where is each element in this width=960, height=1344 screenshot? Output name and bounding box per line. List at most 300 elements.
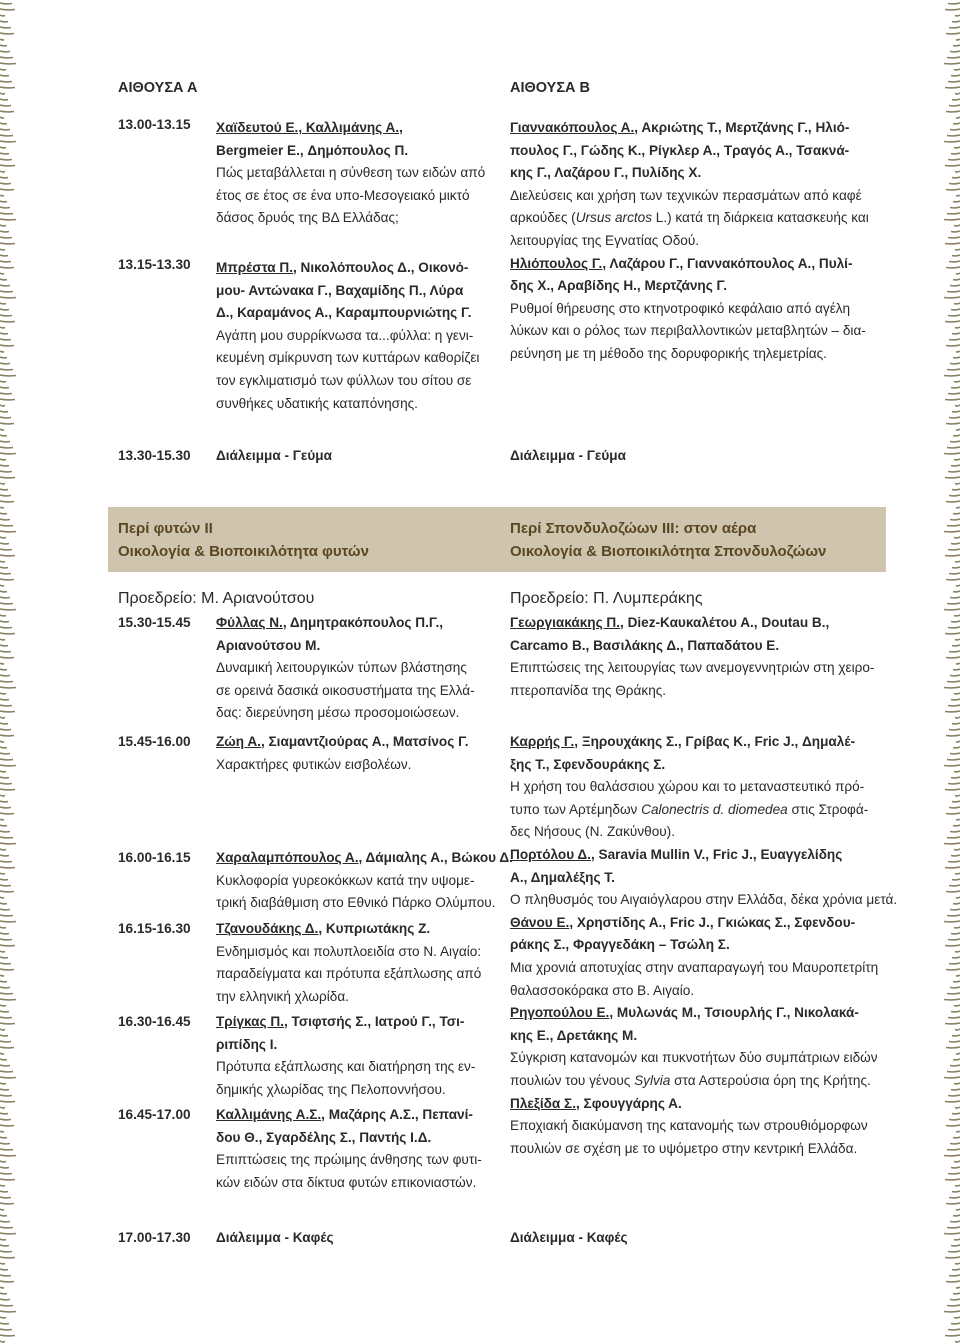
border-stroke xyxy=(951,1167,960,1168)
border-stroke xyxy=(955,1107,960,1108)
border-stroke xyxy=(0,1341,5,1342)
border-stroke xyxy=(0,465,9,466)
border-stroke xyxy=(947,1227,960,1228)
border-stroke xyxy=(0,309,9,310)
border-stroke xyxy=(0,711,15,712)
border-stroke xyxy=(949,963,960,964)
border-stroke xyxy=(0,183,11,184)
border-stroke xyxy=(956,663,960,664)
border-stroke xyxy=(952,177,960,178)
border-stroke xyxy=(949,261,960,262)
session-time: 16.30-16.45 xyxy=(118,1014,191,1029)
border-stroke xyxy=(0,387,9,388)
border-stroke xyxy=(950,831,960,832)
border-stroke xyxy=(952,21,960,22)
left-decorative-border xyxy=(0,0,22,1344)
border-stroke xyxy=(952,1035,960,1036)
border-stroke xyxy=(956,273,960,274)
border-stroke xyxy=(948,783,960,784)
session-time: 13.15-13.30 xyxy=(118,257,191,272)
border-stroke xyxy=(950,1221,960,1222)
border-stroke xyxy=(0,615,6,616)
border-stroke xyxy=(0,375,16,376)
border-stroke xyxy=(0,993,13,994)
border-stroke xyxy=(946,111,960,112)
border-stroke xyxy=(952,333,960,334)
border-stroke xyxy=(0,291,13,292)
border-stroke xyxy=(0,447,13,448)
border-stroke xyxy=(949,1119,960,1120)
border-stroke xyxy=(0,1269,8,1270)
border-stroke xyxy=(948,627,960,628)
border-stroke xyxy=(945,1101,960,1102)
border-stroke xyxy=(0,1155,16,1156)
border-stroke xyxy=(950,129,960,130)
border-stroke xyxy=(0,69,6,70)
border-stroke xyxy=(0,147,6,148)
border-stroke xyxy=(949,651,960,652)
border-stroke xyxy=(0,351,4,352)
border-stroke xyxy=(0,1059,7,1060)
border-stroke xyxy=(949,183,960,184)
border-stroke xyxy=(948,159,960,160)
border-stroke xyxy=(948,705,960,706)
border-stroke xyxy=(0,783,12,784)
border-stroke xyxy=(949,105,960,106)
border-stroke xyxy=(950,675,960,676)
border-stroke xyxy=(0,117,4,118)
border-stroke xyxy=(0,927,6,928)
border-stroke xyxy=(946,1281,960,1282)
border-stroke xyxy=(0,99,8,100)
border-stroke xyxy=(0,561,5,562)
border-stroke xyxy=(947,1305,960,1306)
session-authors: Γιαννακόπουλος Α., Ακριώτης Τ., Μερτζάνης Γ., Ηλιό- πουλος Γ., Γώδης Κ., Ρίγκλερ Α., Τραγός Α., Τσακνά- κης Γ., Λαζάρου Γ., Πυλίδης Χ. Διελεύσεις και χρήση των τεχνικών περασμάτων από καφέ αρκούδες (Ursus arctos L.) κατά τη διάρκεια κατασκευής και λειτουργίας της Εγνατίας Οδού. Ηλιόπουλος Γ., Λαζάρου Γ., Γιαννακόπουλος Α., Πυλί- δης Χ., Αραβίδης Η., Μερτζάνης Γ. Ρυθμοί θήρευσης στο κτηνοτροφικό κεφάλαιο από αγέλη λύκων και ο ρόλος των περιβαλλοντικών μεταβλητών – δια- ρεύνηση με τη μέθοδο της δορυφορικής τηλεμετρίας. xyxy=(510,120,869,361)
border-stroke xyxy=(0,603,13,604)
border-stroke xyxy=(949,807,960,808)
border-stroke xyxy=(949,885,960,886)
border-stroke xyxy=(0,1281,14,1282)
border-stroke xyxy=(0,1329,12,1330)
border-stroke xyxy=(0,531,16,532)
border-stroke xyxy=(0,477,15,478)
border-stroke xyxy=(945,399,960,400)
border-stroke xyxy=(0,867,15,868)
left-entry-1: Φύλλας Ν., Δημητρακόπουλος Π.Γ., Αριανούτσου Μ. Δυναμική λειτουργικών τύπων βλάστησης σε ορεινά δασικά οικοσυστήματα της Ελλά- δας: διερεύνηση μέσω προσομοιώσεων. xyxy=(216,615,475,721)
border-stroke xyxy=(0,1137,7,1138)
border-stroke xyxy=(954,303,960,304)
border-stroke xyxy=(0,807,11,808)
border-stroke xyxy=(948,471,960,472)
border-stroke xyxy=(951,231,960,232)
border-stroke xyxy=(945,321,960,322)
border-stroke xyxy=(0,339,11,340)
border-stroke xyxy=(952,1113,960,1114)
border-stroke xyxy=(0,87,15,88)
border-stroke xyxy=(0,591,7,592)
border-stroke xyxy=(947,603,960,604)
border-stroke xyxy=(955,639,960,640)
border-stroke xyxy=(952,957,960,958)
border-stroke xyxy=(954,381,960,382)
border-stroke xyxy=(0,747,7,748)
border-stroke xyxy=(0,639,5,640)
border-stroke xyxy=(948,1017,960,1018)
border-stroke xyxy=(953,45,960,46)
border-stroke xyxy=(954,927,960,928)
border-stroke xyxy=(945,711,960,712)
border-stroke xyxy=(0,1299,10,1300)
border-stroke xyxy=(0,759,13,760)
left-times: 15.30-15.45 xyxy=(118,615,191,630)
border-stroke xyxy=(953,435,960,436)
border-stroke xyxy=(951,855,960,856)
border-stroke xyxy=(0,441,10,442)
border-stroke xyxy=(951,75,960,76)
border-stroke xyxy=(0,1047,14,1048)
border-stroke xyxy=(951,465,960,466)
border-stroke xyxy=(953,903,960,904)
border-stroke xyxy=(0,921,16,922)
border-stroke xyxy=(954,693,960,694)
border-stroke xyxy=(948,1329,960,1330)
border-stroke xyxy=(0,987,10,988)
border-stroke xyxy=(951,777,960,778)
border-stroke xyxy=(0,855,9,856)
border-stroke xyxy=(946,735,960,736)
hall-a-title: ΑΙΘΟΥΣΑ Α xyxy=(118,80,198,96)
border-stroke xyxy=(950,1143,960,1144)
border-stroke xyxy=(944,1311,960,1312)
border-stroke xyxy=(946,345,960,346)
border-stroke xyxy=(0,75,9,76)
border-stroke xyxy=(0,939,12,940)
border-stroke xyxy=(0,903,7,904)
border-stroke xyxy=(947,681,960,682)
border-stroke xyxy=(0,837,13,838)
border-stroke xyxy=(944,843,960,844)
border-stroke xyxy=(0,525,13,526)
border-stroke xyxy=(953,825,960,826)
border-stroke xyxy=(954,1317,960,1318)
border-stroke xyxy=(0,879,8,880)
border-stroke xyxy=(949,729,960,730)
border-stroke xyxy=(948,3,960,4)
border-stroke xyxy=(952,411,960,412)
left-entry-4: Τζανουδάκης Δ., Κυπριωτάκης Ζ. Ενδημισμός και πολυπλοειδία στο Ν. Αιγαίο: παραδείγματα και πρότυπα εξάπλωσης από την ελληνική χλωρίδα. xyxy=(216,921,482,1004)
border-stroke xyxy=(955,561,960,562)
session-time: 15.45-16.00 xyxy=(118,734,191,749)
border-stroke xyxy=(0,189,14,190)
border-stroke xyxy=(0,1293,7,1294)
banner-right-subtitle: Οικολογία & Βιοποικιλότητα Σπονδυλοζώων xyxy=(510,543,827,560)
border-stroke xyxy=(0,1113,8,1114)
border-stroke xyxy=(956,1287,960,1288)
border-stroke xyxy=(950,987,960,988)
border-stroke xyxy=(0,129,10,130)
border-stroke xyxy=(0,57,13,58)
border-stroke xyxy=(0,1179,15,1180)
border-stroke xyxy=(955,15,960,16)
border-stroke xyxy=(948,393,960,394)
border-stroke xyxy=(0,1041,11,1042)
border-stroke xyxy=(0,33,14,34)
border-stroke xyxy=(0,501,14,502)
border-stroke xyxy=(0,885,11,886)
border-stroke xyxy=(944,297,960,298)
border-stroke xyxy=(0,1305,13,1306)
border-stroke xyxy=(945,867,960,868)
border-stroke xyxy=(954,225,960,226)
border-stroke xyxy=(0,621,9,622)
border-stroke xyxy=(945,633,960,634)
border-stroke xyxy=(0,39,4,40)
left-entry-2: Ζώη Α., Σιαμαντζιούρας Α., Ματσίνος Γ. Χαρακτήρες φυτικών εισβολέων. xyxy=(216,734,469,772)
border-stroke xyxy=(946,1203,960,1204)
border-stroke xyxy=(0,723,8,724)
border-stroke xyxy=(0,21,8,22)
border-stroke xyxy=(951,1089,960,1090)
border-stroke xyxy=(950,597,960,598)
border-stroke xyxy=(0,279,7,280)
border-stroke xyxy=(0,243,15,244)
border-stroke xyxy=(950,51,960,52)
border-stroke xyxy=(956,1131,960,1132)
break-label: Διάλειμμα - Γεύμα xyxy=(510,448,626,463)
border-stroke xyxy=(0,1287,4,1288)
border-stroke xyxy=(944,1077,960,1078)
border-stroke xyxy=(949,573,960,574)
border-stroke xyxy=(0,771,6,772)
border-stroke xyxy=(0,909,10,910)
banner-right-title: Περί Σπονδυλοζώων ΙΙΙ: στον αέρα xyxy=(510,520,757,537)
border-stroke xyxy=(0,717,5,718)
border-stroke xyxy=(0,1317,6,1318)
border-stroke xyxy=(956,1209,960,1210)
border-stroke xyxy=(0,831,10,832)
border-stroke xyxy=(0,729,11,730)
border-stroke xyxy=(947,759,960,760)
border-stroke xyxy=(954,69,960,70)
border-stroke xyxy=(944,921,960,922)
border-stroke xyxy=(947,837,960,838)
border-stroke xyxy=(0,1185,5,1186)
border-stroke xyxy=(954,537,960,538)
left-entry-3: Χαραλαμπόπουλος Α., Δάμιαλης Α., Βώκου Δ. Κυκλοφορία γυρεοκόκκων κατά την υψομε- τρική διαβάθμιση στο Εθνικό Πάρκο Ολύμπου. xyxy=(216,850,513,911)
border-stroke xyxy=(0,405,5,406)
border-stroke xyxy=(0,303,6,304)
border-stroke xyxy=(0,873,5,874)
border-stroke xyxy=(952,99,960,100)
border-stroke xyxy=(951,153,960,154)
left-entry-5: Τρίγκας Π., Τσιφτσής Σ., Ιατρού Γ., Τσι- ριπίδης Ι. Πρότυπα εξάπλωσης και διατήρηση της εν- δημικής χλωρίδας της Πελοποννήσου. xyxy=(216,1014,476,1097)
border-stroke xyxy=(955,93,960,94)
session-authors: Χαϊδευτού Ε., Καλλιμάνης Α., Bergmeier E., Δημόπουλος Π. Πώς μεταβάλλεται η σύνθεση των ειδών από έτος σε έτος σε ένα υπο-Μεσογειακό μικτό δάσος δρυός της ΒΔ Ελλάδας; xyxy=(216,120,486,226)
border-stroke xyxy=(956,351,960,352)
border-stroke xyxy=(0,471,12,472)
border-stroke xyxy=(0,411,8,412)
border-stroke xyxy=(0,1143,10,1144)
border-stroke xyxy=(944,1233,960,1234)
border-stroke xyxy=(0,681,13,682)
border-stroke xyxy=(946,267,960,268)
border-stroke xyxy=(0,933,9,934)
border-stroke xyxy=(0,381,6,382)
border-stroke xyxy=(952,255,960,256)
border-stroke xyxy=(945,945,960,946)
border-stroke xyxy=(0,1233,16,1234)
border-stroke xyxy=(0,159,12,160)
border-stroke xyxy=(945,477,960,478)
chair-right: Προεδρείο: Π. Λυμπεράκης xyxy=(510,590,703,607)
border-stroke xyxy=(0,285,10,286)
border-stroke xyxy=(949,1041,960,1042)
border-stroke xyxy=(955,1029,960,1030)
border-stroke xyxy=(0,1035,8,1036)
border-stroke xyxy=(0,363,10,364)
border-stroke xyxy=(949,495,960,496)
border-stroke xyxy=(952,489,960,490)
border-stroke xyxy=(0,1257,15,1258)
border-stroke xyxy=(949,417,960,418)
border-stroke xyxy=(948,81,960,82)
border-stroke xyxy=(948,939,960,940)
border-stroke xyxy=(0,327,5,328)
border-stroke xyxy=(0,81,12,82)
border-stroke xyxy=(944,765,960,766)
border-stroke xyxy=(0,261,11,262)
border-stroke xyxy=(0,345,14,346)
border-stroke xyxy=(952,1269,960,1270)
border-stroke xyxy=(955,171,960,172)
border-stroke xyxy=(952,1191,960,1192)
border-stroke xyxy=(0,1209,4,1210)
break-time: 13.30-15.30 xyxy=(118,448,191,463)
border-stroke xyxy=(952,801,960,802)
border-stroke xyxy=(0,1173,12,1174)
border-stroke xyxy=(951,1323,960,1324)
border-stroke xyxy=(0,669,7,670)
border-stroke xyxy=(0,1095,12,1096)
border-stroke xyxy=(944,141,960,142)
border-stroke xyxy=(956,1053,960,1054)
border-stroke xyxy=(0,123,7,124)
border-stroke xyxy=(956,585,960,586)
border-stroke xyxy=(956,897,960,898)
border-stroke xyxy=(0,1107,5,1108)
border-stroke xyxy=(951,699,960,700)
border-stroke xyxy=(947,915,960,916)
border-stroke xyxy=(951,309,960,310)
border-stroke xyxy=(0,819,4,820)
border-stroke xyxy=(0,399,15,400)
border-stroke xyxy=(0,699,9,700)
border-stroke xyxy=(948,1173,960,1174)
border-stroke xyxy=(945,9,960,10)
border-stroke xyxy=(955,1341,960,1342)
border-stroke xyxy=(946,813,960,814)
border-stroke xyxy=(0,201,7,202)
border-stroke xyxy=(948,315,960,316)
right-entries: Γεωργιακάκης Π., Diez-Καυκαλέτου Α., Doutau B., Carcamo B., Βασιλάκης Δ., Παπαδάτου Ε. Επιπτώσεις της λειτουργίας των ανεμογεννητριών στη χειρο- πτεροπανίδα της Θράκης. xyxy=(510,615,875,698)
border-stroke xyxy=(0,861,12,862)
border-stroke xyxy=(0,1077,16,1078)
border-stroke xyxy=(0,1029,5,1030)
border-stroke xyxy=(0,975,4,976)
border-stroke xyxy=(947,1071,960,1072)
border-stroke xyxy=(0,267,14,268)
banner-left-title: Περί φυτών ΙΙ xyxy=(118,520,213,537)
border-stroke xyxy=(956,195,960,196)
border-stroke xyxy=(954,1005,960,1006)
border-stroke xyxy=(955,951,960,952)
border-stroke xyxy=(0,951,5,952)
right-decorative-border xyxy=(938,0,960,1344)
border-stroke xyxy=(0,429,4,430)
border-stroke xyxy=(948,237,960,238)
border-stroke xyxy=(945,1179,960,1180)
border-stroke xyxy=(0,567,8,568)
border-stroke xyxy=(0,633,15,634)
border-stroke xyxy=(0,1323,9,1324)
border-stroke xyxy=(0,207,10,208)
border-stroke xyxy=(0,981,7,982)
border-stroke xyxy=(0,1053,4,1054)
border-stroke xyxy=(947,213,960,214)
border-stroke xyxy=(0,435,7,436)
border-stroke xyxy=(951,621,960,622)
border-stroke xyxy=(950,519,960,520)
border-stroke xyxy=(0,1023,15,1024)
border-stroke xyxy=(950,285,960,286)
border-stroke xyxy=(954,459,960,460)
border-stroke xyxy=(0,651,11,652)
border-stroke xyxy=(0,915,13,916)
border-stroke xyxy=(947,1149,960,1150)
border-stroke xyxy=(945,1335,960,1336)
border-stroke xyxy=(0,753,10,754)
border-stroke xyxy=(0,483,5,484)
border-stroke xyxy=(955,483,960,484)
border-stroke xyxy=(949,1197,960,1198)
border-stroke xyxy=(953,279,960,280)
border-stroke xyxy=(946,423,960,424)
border-stroke xyxy=(0,225,6,226)
border-stroke xyxy=(954,1161,960,1162)
border-stroke xyxy=(0,141,16,142)
border-stroke xyxy=(950,441,960,442)
session-time: 13.00-13.15 xyxy=(118,117,191,132)
border-stroke xyxy=(0,849,6,850)
border-stroke xyxy=(0,423,14,424)
border-stroke xyxy=(0,519,10,520)
border-stroke xyxy=(946,1047,960,1048)
border-stroke xyxy=(0,687,16,688)
border-stroke xyxy=(0,1005,6,1006)
border-stroke xyxy=(955,405,960,406)
border-stroke xyxy=(0,741,4,742)
border-stroke xyxy=(0,213,13,214)
border-stroke xyxy=(0,249,5,250)
border-stroke xyxy=(0,1119,11,1120)
border-stroke xyxy=(0,813,14,814)
border-stroke xyxy=(953,1215,960,1216)
left-entry-6: Καλλιμάνης Α.Σ., Μαζάρης Α.Σ., Πεπανί- δου Θ., Σγαρδέλης Σ., Παντής Ι.Δ. Επιπτώσεις της πρώιμης άνθησης των φυτι- κών ειδών στα δίκτυα φυτών επικονιαστών. xyxy=(216,1107,482,1190)
border-stroke xyxy=(952,723,960,724)
border-stroke xyxy=(0,1101,15,1102)
border-stroke xyxy=(0,315,12,316)
border-stroke xyxy=(0,1071,13,1072)
